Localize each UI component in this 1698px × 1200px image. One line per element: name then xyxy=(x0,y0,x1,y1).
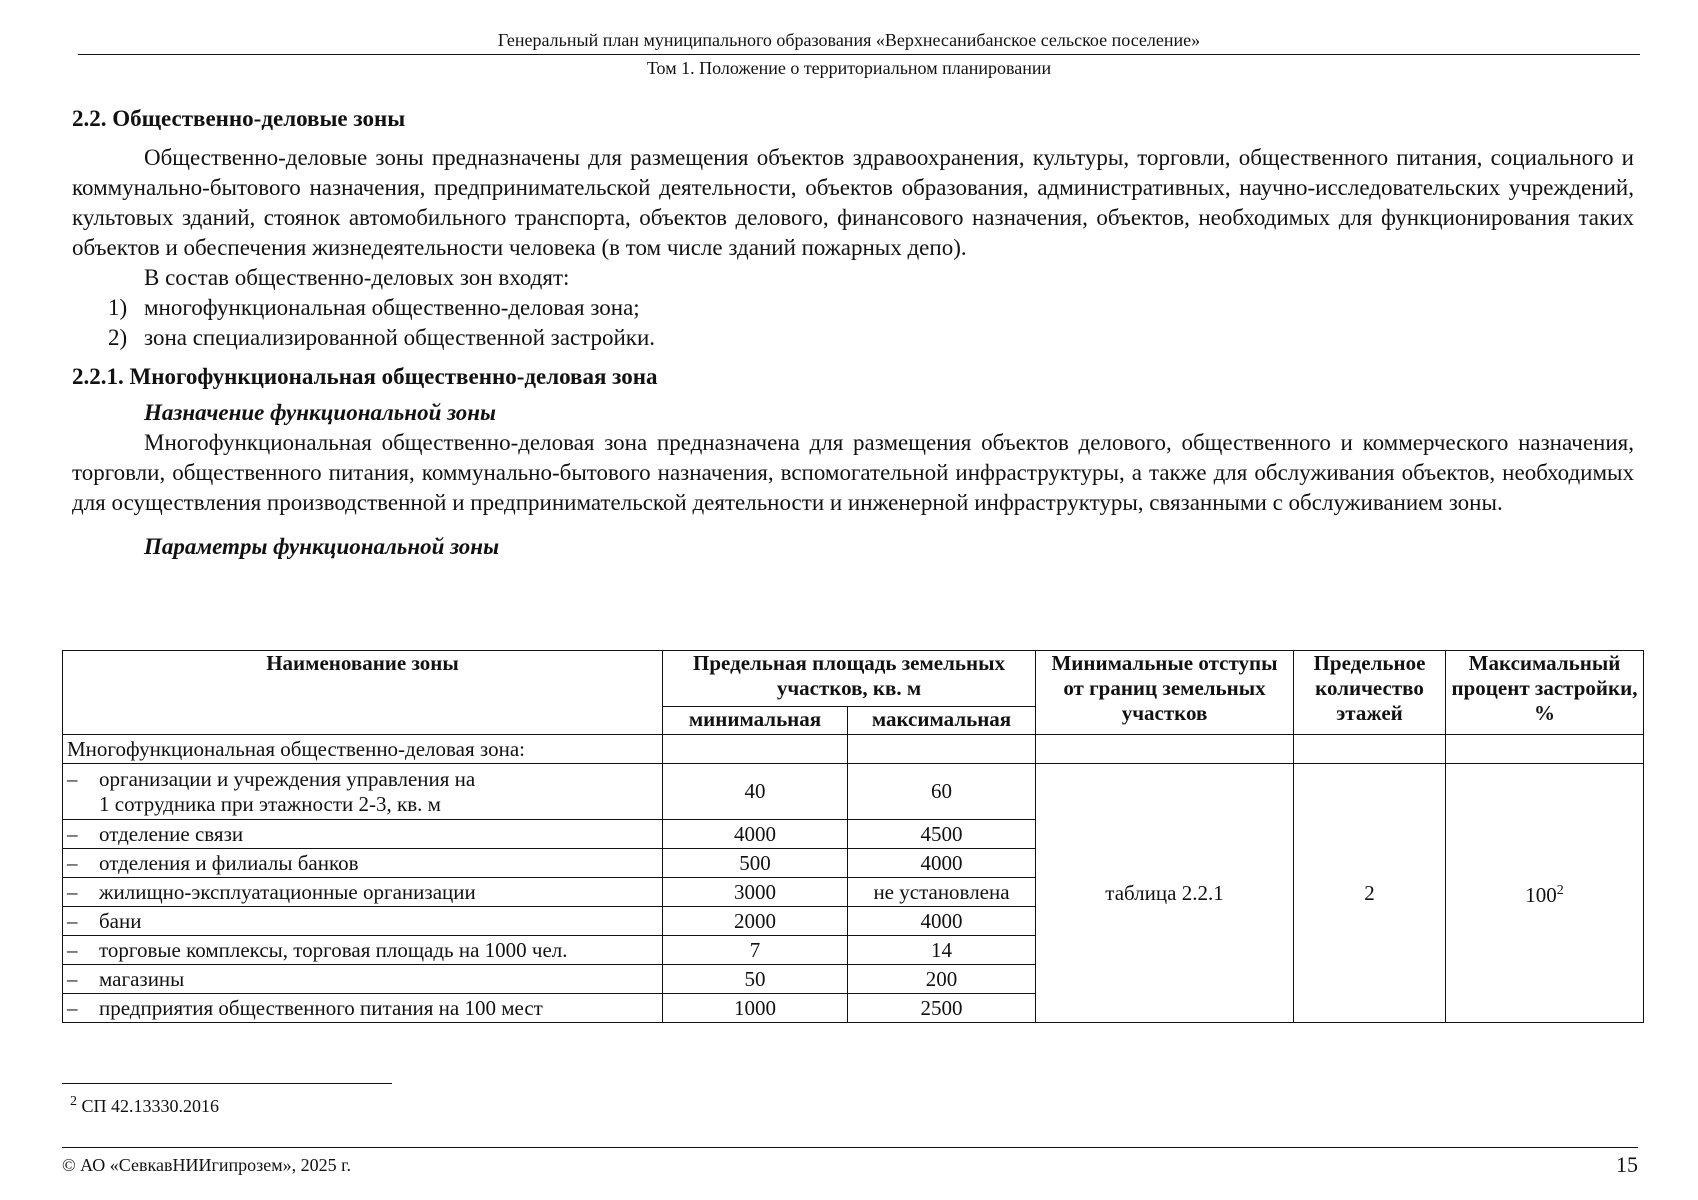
header-setbacks: Минимальные отступы от границ земельных участков xyxy=(1036,651,1294,735)
list-item xyxy=(72,293,1634,323)
row-name-text: предприятия общественного питания на 100 мест xyxy=(99,995,543,1020)
list-item-number: 1) xyxy=(108,295,128,320)
header-area-max: максимальная xyxy=(848,707,1036,735)
merged-setbacks: таблица 2.2.1 xyxy=(1036,764,1294,1023)
footer-copyright: © АО «СевкавНИИгипрозем», 2025 г. xyxy=(62,1155,351,1175)
list-item-text: многофункциональная общественно-деловая зона; xyxy=(144,295,640,320)
row-max: 4000 xyxy=(848,849,1036,878)
row-name-text: бани xyxy=(99,908,142,933)
row-max: 4500 xyxy=(848,820,1036,849)
table-group-row xyxy=(63,735,1644,764)
row-name-line: 1 сотрудника при этажности 2-3, кв. м xyxy=(99,791,441,816)
row-name xyxy=(63,936,663,965)
page-number: 15 xyxy=(1616,1152,1638,1177)
merged-floors: 2 xyxy=(1294,764,1446,1023)
row-max: не установлена xyxy=(848,878,1036,907)
row-name xyxy=(63,907,663,936)
footnote xyxy=(70,1094,219,1117)
header-area-min: минимальная xyxy=(663,707,848,735)
row-name xyxy=(63,994,663,1023)
footer-divider xyxy=(62,1147,1638,1148)
list-item-number: 2) xyxy=(108,325,128,350)
purpose-paragraph: Многофункциональная общественно-деловая зона предназначена для размещения объектов делового, общественного и коммерческого назначения, торговли, общественного питания, коммунально-бытового назначения, вспомогательной инфраструктуры, а также для обслуживания объектов, необходимых для осуществления производственной и предпринимательской деятельности и инженерной инфраструктуры, связанными с обслуживанием зоны. xyxy=(72,430,1634,515)
purpose-heading: Назначение функциональной зоны xyxy=(144,400,497,425)
header-build-percent: Максимальный процент застройки, % xyxy=(1446,651,1644,735)
table-header-row xyxy=(63,651,1644,707)
dash: – xyxy=(67,937,78,962)
row-min: 50 xyxy=(663,965,848,994)
header-floors: Предельное количество этажей xyxy=(1294,651,1446,735)
row-name xyxy=(63,965,663,994)
footnote-mark: 2 xyxy=(70,1094,77,1109)
row-max: 200 xyxy=(848,965,1036,994)
section-2-2-paragraph: Общественно-деловые зоны предназначены для размещения объектов здравоохранения, культуры, торговли, общественного питания, социального и коммунально-бытового назначения, предпринимательской деятельности, объектов образования, административных, научно-исследовательских учреждений, культовых зданий, стоянок автомобильного транспорта, объектов делового, финансового назначения, объектов, необходимых для функционирования таких объектов и обеспечения жизнедеятельности человека (в том числе зданий пожарных депо). xyxy=(72,145,1634,260)
page-content xyxy=(72,104,1634,570)
row-min: 4000 xyxy=(663,820,848,849)
row-name-line: организации и учреждения управления на xyxy=(99,766,476,791)
dash: – xyxy=(67,879,78,904)
dash: – xyxy=(67,966,78,991)
footnote-divider xyxy=(62,1083,392,1084)
row-name xyxy=(63,764,663,820)
header-plot-area: Предельная площадь земельных участков, кв. м xyxy=(663,651,1036,707)
list-item xyxy=(72,323,1634,353)
row-max: 60 xyxy=(848,764,1036,820)
row-name-text: магазины xyxy=(99,966,185,991)
section-title-2-2-1: 2.2.1. Многофункциональная общественно-деловая зона xyxy=(72,364,658,389)
row-min: 500 xyxy=(663,849,848,878)
dash: – xyxy=(67,908,78,933)
dash: – xyxy=(67,850,78,875)
merged-percent xyxy=(1446,764,1644,1023)
dash: – xyxy=(67,995,78,1020)
zone-parameters-table xyxy=(62,650,1644,1023)
row-name-text: отделения и филиалы банков xyxy=(99,850,359,875)
empty-cell xyxy=(1036,735,1294,764)
group-label: Многофункциональная общественно-деловая зона: xyxy=(63,735,663,764)
empty-cell xyxy=(848,735,1036,764)
row-min: 7 xyxy=(663,936,848,965)
dash: – xyxy=(67,821,78,846)
row-min: 1000 xyxy=(663,994,848,1023)
empty-cell xyxy=(663,735,848,764)
footnote-text: СП 42.13330.2016 xyxy=(81,1096,220,1116)
row-min: 2000 xyxy=(663,907,848,936)
row-min: 40 xyxy=(663,764,848,820)
params-heading: Параметры функциональной зоны xyxy=(144,534,500,559)
row-max: 14 xyxy=(848,936,1036,965)
empty-cell xyxy=(1446,735,1644,764)
section-2-2-list-intro: В состав общественно-деловых зон входят: xyxy=(144,265,570,290)
list-item-text: зона специализированной общественной застройки. xyxy=(144,325,656,350)
row-name xyxy=(63,820,663,849)
row-max: 4000 xyxy=(848,907,1036,936)
row-name xyxy=(63,849,663,878)
percent-value: 100 xyxy=(1525,883,1557,907)
header-divider xyxy=(78,54,1640,55)
row-name-text: жилищно-эксплуатационные организации xyxy=(99,879,476,904)
row-max: 2500 xyxy=(848,994,1036,1023)
table-row xyxy=(63,764,1644,820)
document-header-volume: Том 1. Положение о территориальном планировании xyxy=(646,58,1052,78)
footnote-ref: 2 xyxy=(1556,883,1564,898)
row-name-text: отделение связи xyxy=(99,821,244,846)
row-min: 3000 xyxy=(663,878,848,907)
empty-cell xyxy=(1294,735,1446,764)
row-name-text: торговые комплексы, торговая площадь на 1000 чел. xyxy=(99,937,568,962)
document-header-title: Генеральный план муниципального образования «Верхнесанибанское сельское поселение» xyxy=(497,30,1201,50)
section-title-2-2: 2.2. Общественно-деловые зоны xyxy=(72,106,406,131)
dash: – xyxy=(67,766,78,791)
row-name xyxy=(63,878,663,907)
header-zone-name: Наименование зоны xyxy=(63,651,663,735)
